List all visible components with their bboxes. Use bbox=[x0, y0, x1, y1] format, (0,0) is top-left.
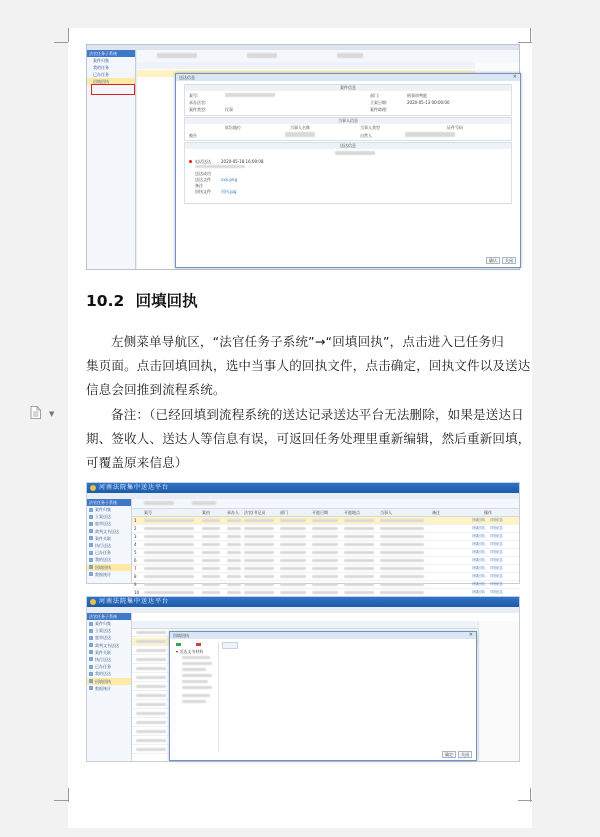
redacted-cell bbox=[312, 567, 338, 570]
detail-link[interactable]: 详细信息 bbox=[490, 518, 503, 522]
redacted-cell bbox=[312, 535, 338, 538]
redacted-cell bbox=[144, 527, 194, 530]
redacted-cell bbox=[136, 721, 166, 724]
redacted-cell bbox=[136, 703, 166, 706]
redacted-cell bbox=[380, 551, 424, 554]
column-header: 承办人 bbox=[227, 510, 239, 515]
receipt-link[interactable]: 回填回执 bbox=[472, 518, 485, 522]
receipt-link[interactable]: 回填回执 bbox=[472, 582, 485, 586]
redacted-cell bbox=[312, 583, 338, 586]
party-info-section bbox=[184, 117, 512, 141]
redacted-cell bbox=[280, 551, 306, 554]
redacted-cell bbox=[344, 543, 374, 546]
redacted-cell bbox=[227, 543, 241, 546]
section-header: 当事人信息 bbox=[185, 118, 511, 124]
row-number: 9 bbox=[134, 582, 137, 587]
redacted-cell bbox=[312, 543, 338, 546]
row-number: 5 bbox=[134, 550, 137, 555]
redacted-cell bbox=[144, 575, 194, 578]
dialog-title: 回填回执 bbox=[173, 633, 189, 638]
redacted-cell bbox=[136, 631, 166, 634]
redacted-cell bbox=[244, 559, 274, 562]
redacted-cell bbox=[280, 559, 306, 562]
row-number: 1 bbox=[134, 518, 137, 523]
redacted-cell bbox=[136, 739, 166, 742]
detail-link[interactable]: 详细信息 bbox=[490, 582, 503, 586]
redacted-cell bbox=[280, 583, 306, 586]
redacted-cell bbox=[144, 519, 194, 522]
redacted-cell bbox=[227, 527, 241, 530]
preview-tag bbox=[222, 642, 238, 649]
table-header-row bbox=[132, 621, 519, 629]
detail-link[interactable]: 详细信息 bbox=[490, 566, 503, 570]
redacted-cell bbox=[144, 535, 194, 538]
timeline-item: 备注 bbox=[195, 183, 203, 188]
case-type-label: 案件类型: bbox=[189, 107, 207, 112]
sidebar-item[interactable]: 已办任务 bbox=[87, 663, 131, 670]
sidebar-item[interactable]: 我的送达 bbox=[87, 556, 131, 563]
table-row[interactable] bbox=[132, 565, 519, 573]
redacted-cell bbox=[312, 559, 338, 562]
sidebar-item[interactable]: 已办任务 bbox=[93, 72, 109, 77]
redacted-cell bbox=[144, 583, 194, 586]
redacted-cell bbox=[280, 567, 306, 570]
redacted-cell bbox=[227, 535, 241, 538]
table-row[interactable] bbox=[132, 525, 519, 533]
sidebar-item-receipt[interactable]: 回填回执 bbox=[87, 564, 131, 571]
redacted-cell bbox=[244, 591, 274, 594]
sidebar bbox=[87, 499, 132, 583]
redacted-cell bbox=[244, 567, 274, 570]
redacted-cell bbox=[144, 567, 194, 570]
sidebar-item[interactable]: 裁判文书送达 bbox=[87, 528, 131, 535]
redacted-cell bbox=[344, 527, 374, 530]
column-header: 案由 bbox=[202, 510, 210, 515]
app-title: 河南法院集中送达平台 bbox=[99, 598, 170, 605]
crop-mark bbox=[518, 786, 532, 801]
crop-mark bbox=[516, 28, 531, 42]
court-emblem-icon bbox=[90, 485, 96, 491]
dept-value: 刑事审判庭 bbox=[407, 93, 427, 98]
redacted-cell bbox=[136, 730, 166, 733]
detail-link[interactable]: 详细信息 bbox=[490, 590, 503, 594]
redacted-cell bbox=[144, 551, 194, 554]
dept-label: 部门: bbox=[370, 93, 380, 98]
redacted-cell bbox=[227, 559, 241, 562]
sidebar-item-receipt[interactable]: 回填回执 bbox=[87, 78, 135, 85]
redacted-cell bbox=[202, 551, 220, 554]
operation-column bbox=[478, 621, 519, 761]
timeline-item: 电话送达 bbox=[195, 159, 211, 164]
redacted-cell bbox=[280, 543, 306, 546]
redacted-cell bbox=[136, 676, 166, 679]
redacted-cell bbox=[227, 575, 241, 578]
column-header: 法官/书记员 bbox=[244, 510, 266, 515]
timeline-item: 送达文件 bbox=[195, 177, 211, 182]
redacted-cell bbox=[136, 748, 166, 751]
sidebar-item[interactable]: 案件关联 bbox=[87, 649, 131, 656]
timeline-item: 回执文件 bbox=[195, 189, 211, 194]
status-tag-icon bbox=[196, 643, 201, 646]
redacted-cell bbox=[202, 583, 220, 586]
screenshot-receipt-dialog bbox=[86, 596, 520, 762]
redacted-cell bbox=[312, 575, 338, 578]
delivery-time: 2020-05-18 16:09:08 bbox=[221, 159, 264, 164]
row-number: 7 bbox=[134, 566, 137, 571]
column-header: 诉讼地位 bbox=[225, 125, 241, 130]
sidebar-item[interactable]: 数据统计 bbox=[87, 685, 131, 692]
column-header: 当事人 bbox=[380, 510, 392, 515]
redacted-cell bbox=[144, 559, 194, 562]
sidebar-item[interactable]: 执行送达 bbox=[87, 542, 131, 549]
redacted-cell bbox=[202, 575, 220, 578]
crop-mark bbox=[68, 788, 83, 802]
row-number: 10 bbox=[134, 590, 140, 595]
crop-mark bbox=[54, 786, 68, 801]
redacted-cell bbox=[380, 519, 424, 522]
redacted-cell bbox=[244, 583, 274, 586]
sidebar-header: 法官任务子系统 bbox=[87, 613, 131, 620]
redacted-cell bbox=[244, 551, 274, 554]
table-row[interactable] bbox=[132, 549, 519, 557]
list-content bbox=[132, 499, 519, 595]
section-title: 回填回执 bbox=[135, 292, 198, 310]
redacted-cell bbox=[344, 567, 374, 570]
screenshot-receipt-list bbox=[86, 482, 520, 595]
receipt-link[interactable]: 回填回执 bbox=[472, 534, 485, 538]
dialog-title: 送达信息 bbox=[176, 74, 520, 81]
redacted-cell bbox=[380, 583, 424, 586]
sidebar-item[interactable]: 案件关联 bbox=[87, 535, 131, 542]
redacted-cell bbox=[202, 535, 220, 538]
detail-link[interactable]: 详细信息 bbox=[490, 550, 503, 554]
redacted-cell bbox=[144, 543, 194, 546]
detail-link[interactable]: 详细信息 bbox=[490, 558, 503, 562]
tree-root[interactable]: ▾ 送达文书材料 bbox=[176, 649, 204, 654]
redacted-cell bbox=[202, 567, 220, 570]
table-row[interactable] bbox=[132, 557, 519, 565]
column-header: 操作 bbox=[484, 510, 492, 515]
redacted-cell bbox=[202, 519, 220, 522]
column-header: 备注 bbox=[432, 510, 440, 515]
redacted-cell bbox=[144, 591, 194, 594]
delivery-file-link[interactable]: xxx.png bbox=[221, 177, 237, 182]
redacted-cell bbox=[136, 658, 166, 661]
receipt-link[interactable]: 回填回执 bbox=[472, 566, 485, 570]
detail-link[interactable]: 详细信息 bbox=[490, 574, 503, 578]
table-row[interactable] bbox=[132, 581, 519, 589]
redacted-cell bbox=[380, 543, 424, 546]
sidebar-item[interactable]: 案件归集 bbox=[87, 620, 131, 627]
sidebar-item[interactable]: 案件归集 bbox=[87, 506, 131, 513]
redacted-cell bbox=[136, 667, 166, 670]
redacted-cell bbox=[344, 519, 374, 522]
redacted-cell bbox=[244, 535, 274, 538]
sidebar-item-receipt[interactable]: 回填回执 bbox=[87, 678, 131, 685]
redacted-cell bbox=[202, 527, 220, 530]
redacted-cell bbox=[380, 527, 424, 530]
receipt-file-link[interactable]: 回执.jpg bbox=[221, 189, 237, 194]
close-icon[interactable]: ✕ bbox=[468, 632, 473, 638]
confirm-button[interactable]: 确定 bbox=[442, 751, 456, 758]
column-header: 当事人类型 bbox=[360, 125, 380, 130]
receipt-link[interactable]: 回填回执 bbox=[472, 574, 485, 578]
section-heading bbox=[86, 289, 198, 311]
sidebar-item[interactable]: 数据统计 bbox=[87, 571, 131, 578]
text-line: 集页面。点击回填回执，选中当事人的回执文件，点击确定，回执文件以及送达 bbox=[86, 358, 531, 373]
redacted-cell bbox=[344, 535, 374, 538]
close-button[interactable]: 关闭 bbox=[502, 257, 516, 264]
row-number: 8 bbox=[134, 574, 137, 579]
sidebar-item[interactable]: 裁判文书送达 bbox=[87, 642, 131, 649]
redacted-cell bbox=[312, 591, 338, 594]
crop-mark bbox=[68, 28, 83, 42]
redacted-cell bbox=[244, 575, 274, 578]
text-line: 左侧菜单导航区，“法官任务子系统”→“回填回执”，点击进入已任务归 bbox=[111, 334, 504, 349]
close-button[interactable]: 关闭 bbox=[458, 751, 472, 758]
redacted-cell bbox=[344, 559, 374, 562]
column-header: 案号 bbox=[144, 510, 152, 515]
redacted-cell bbox=[280, 575, 306, 578]
court-emblem-icon bbox=[90, 599, 96, 605]
screenshot-delivery-info-dialog bbox=[86, 44, 520, 270]
redacted-cell bbox=[202, 591, 220, 594]
status-dot-icon bbox=[189, 160, 192, 163]
redacted-cell bbox=[227, 519, 241, 522]
redacted-cell bbox=[244, 527, 274, 530]
dialog-footer bbox=[486, 257, 516, 264]
row-number: 2 bbox=[134, 526, 137, 531]
redacted-cell bbox=[344, 551, 374, 554]
sidebar-item[interactable]: 已办任务 bbox=[87, 549, 131, 556]
column-header: 开庭日期 bbox=[312, 510, 328, 515]
paragraph-note bbox=[86, 403, 531, 475]
sidebar-item[interactable]: 立案送达 bbox=[87, 627, 131, 634]
column-header: 证件号码 bbox=[447, 125, 463, 130]
sidebar-item[interactable]: 庭审送达 bbox=[87, 520, 131, 527]
chevron-down-icon[interactable]: ▼ bbox=[49, 410, 55, 418]
close-icon[interactable]: ✕ bbox=[512, 74, 517, 80]
redacted-cell bbox=[202, 543, 220, 546]
sidebar-item[interactable]: 立案送达 bbox=[87, 513, 131, 520]
status-tag-icon bbox=[176, 643, 181, 646]
section-number: 10.2 bbox=[86, 292, 125, 310]
detail-link[interactable]: 详细信息 bbox=[490, 534, 503, 538]
confirm-button[interactable]: 确认 bbox=[486, 257, 500, 264]
redacted-cell bbox=[136, 685, 166, 688]
table-row[interactable] bbox=[132, 541, 519, 549]
case-info-section bbox=[184, 84, 512, 116]
sidebar bbox=[87, 613, 132, 761]
document-icon[interactable] bbox=[30, 406, 41, 419]
app-title: 河南法院集中送达平台 bbox=[99, 484, 170, 491]
sidebar-item[interactable]: 我的任务 bbox=[93, 65, 109, 70]
redacted-cell bbox=[280, 591, 306, 594]
column-header: 开庭地点 bbox=[344, 510, 360, 515]
filed-date-label: 立案日期: bbox=[370, 100, 388, 105]
section-header: 案件信息 bbox=[185, 85, 511, 91]
receipt-dialog bbox=[169, 631, 477, 761]
case-type-value: 民事 bbox=[225, 107, 233, 112]
redacted-cell bbox=[244, 543, 274, 546]
search-toolbar bbox=[132, 499, 519, 509]
row-number: 3 bbox=[134, 534, 137, 539]
section-header: 送达信息 bbox=[185, 143, 511, 149]
file-tree bbox=[174, 642, 219, 752]
redacted-cell bbox=[344, 591, 374, 594]
sidebar-header: 法官任务子系统 bbox=[87, 50, 135, 57]
text-line: 备注：（已经回填到流程系统的送达记录送达平台无法删除，如果是送达日 bbox=[111, 407, 524, 422]
column-header: 部门 bbox=[280, 510, 288, 515]
sidebar-item[interactable]: 案件归集 bbox=[93, 58, 109, 63]
party-type-value: 自然人 bbox=[360, 133, 372, 138]
text-line: 期、签收人、送达人等信息有误，可返回任务处理里重新编辑，然后重新回填， bbox=[86, 431, 531, 446]
redacted-cell bbox=[227, 551, 241, 554]
redacted-cell bbox=[280, 527, 306, 530]
table-row[interactable] bbox=[132, 533, 519, 541]
redacted-cell bbox=[227, 591, 241, 594]
text-line: 信息会回推到流程系统。 bbox=[86, 382, 226, 397]
redacted-cell bbox=[312, 551, 338, 554]
sidebar-item[interactable]: 我的送达 bbox=[87, 670, 131, 677]
sidebar-item[interactable]: 庭审送达 bbox=[87, 634, 131, 641]
redacted-cell bbox=[136, 649, 166, 652]
table-row[interactable] bbox=[132, 517, 519, 525]
case-no-label: 案号: bbox=[189, 93, 199, 98]
redacted-cell bbox=[380, 535, 424, 538]
redacted-cell bbox=[344, 583, 374, 586]
row-number: 4 bbox=[134, 542, 137, 547]
sidebar-header: 法官任务子系统 bbox=[87, 499, 131, 506]
receipt-link[interactable]: 回填回执 bbox=[472, 526, 485, 530]
redacted-cell bbox=[380, 559, 424, 562]
crop-mark bbox=[518, 42, 532, 57]
crop-mark bbox=[54, 42, 68, 57]
app-banner bbox=[87, 597, 519, 607]
sidebar bbox=[87, 50, 136, 269]
redacted-cell bbox=[312, 519, 338, 522]
highlight-box bbox=[91, 84, 135, 95]
filed-date-value: 2020-05-13 00:00:00 bbox=[407, 100, 450, 105]
delivery-info-dialog bbox=[175, 73, 521, 268]
text-line: 可覆盖原来信息） bbox=[86, 455, 188, 470]
redacted-cell bbox=[244, 519, 274, 522]
delivery-section bbox=[184, 142, 512, 204]
column-header: 当事人名称 bbox=[290, 125, 310, 130]
redacted-cell bbox=[312, 527, 338, 530]
receipt-link[interactable]: 回填回执 bbox=[472, 550, 485, 554]
paragraph-instructions bbox=[86, 330, 531, 402]
redacted-cell bbox=[136, 712, 166, 715]
party-status-value: 被告 bbox=[189, 133, 197, 138]
redacted-cell bbox=[380, 591, 424, 594]
receipt-link[interactable]: 回填回执 bbox=[472, 590, 485, 594]
redacted-cell bbox=[380, 575, 424, 578]
judge-label: 承办法官: bbox=[189, 100, 207, 105]
detail-link[interactable]: 详细信息 bbox=[490, 542, 503, 546]
redacted-cell bbox=[227, 583, 241, 586]
row-number: 6 bbox=[134, 558, 137, 563]
redacted-cell bbox=[227, 567, 241, 570]
redacted-cell bbox=[344, 575, 374, 578]
redacted-cell bbox=[202, 559, 220, 562]
redacted-cell bbox=[136, 640, 166, 643]
table-header-row bbox=[132, 509, 519, 517]
receipt-link[interactable]: 回填回执 bbox=[472, 542, 485, 546]
dialog-header bbox=[170, 632, 476, 639]
redacted-cell bbox=[136, 694, 166, 697]
redacted-cell bbox=[380, 567, 424, 570]
table-header bbox=[137, 62, 519, 69]
sidebar-item[interactable]: 执行送达 bbox=[87, 656, 131, 663]
app-banner bbox=[87, 483, 519, 493]
timeline-item: 送达成功 bbox=[195, 171, 211, 176]
table-row[interactable] bbox=[132, 573, 519, 581]
detail-link[interactable]: 详细信息 bbox=[490, 526, 503, 530]
assistant-label: 案件助理: bbox=[370, 107, 388, 112]
dialog-footer bbox=[442, 751, 472, 758]
receipt-link[interactable]: 回填回执 bbox=[472, 558, 485, 562]
redacted-cell bbox=[280, 535, 306, 538]
redacted-cell bbox=[280, 519, 306, 522]
